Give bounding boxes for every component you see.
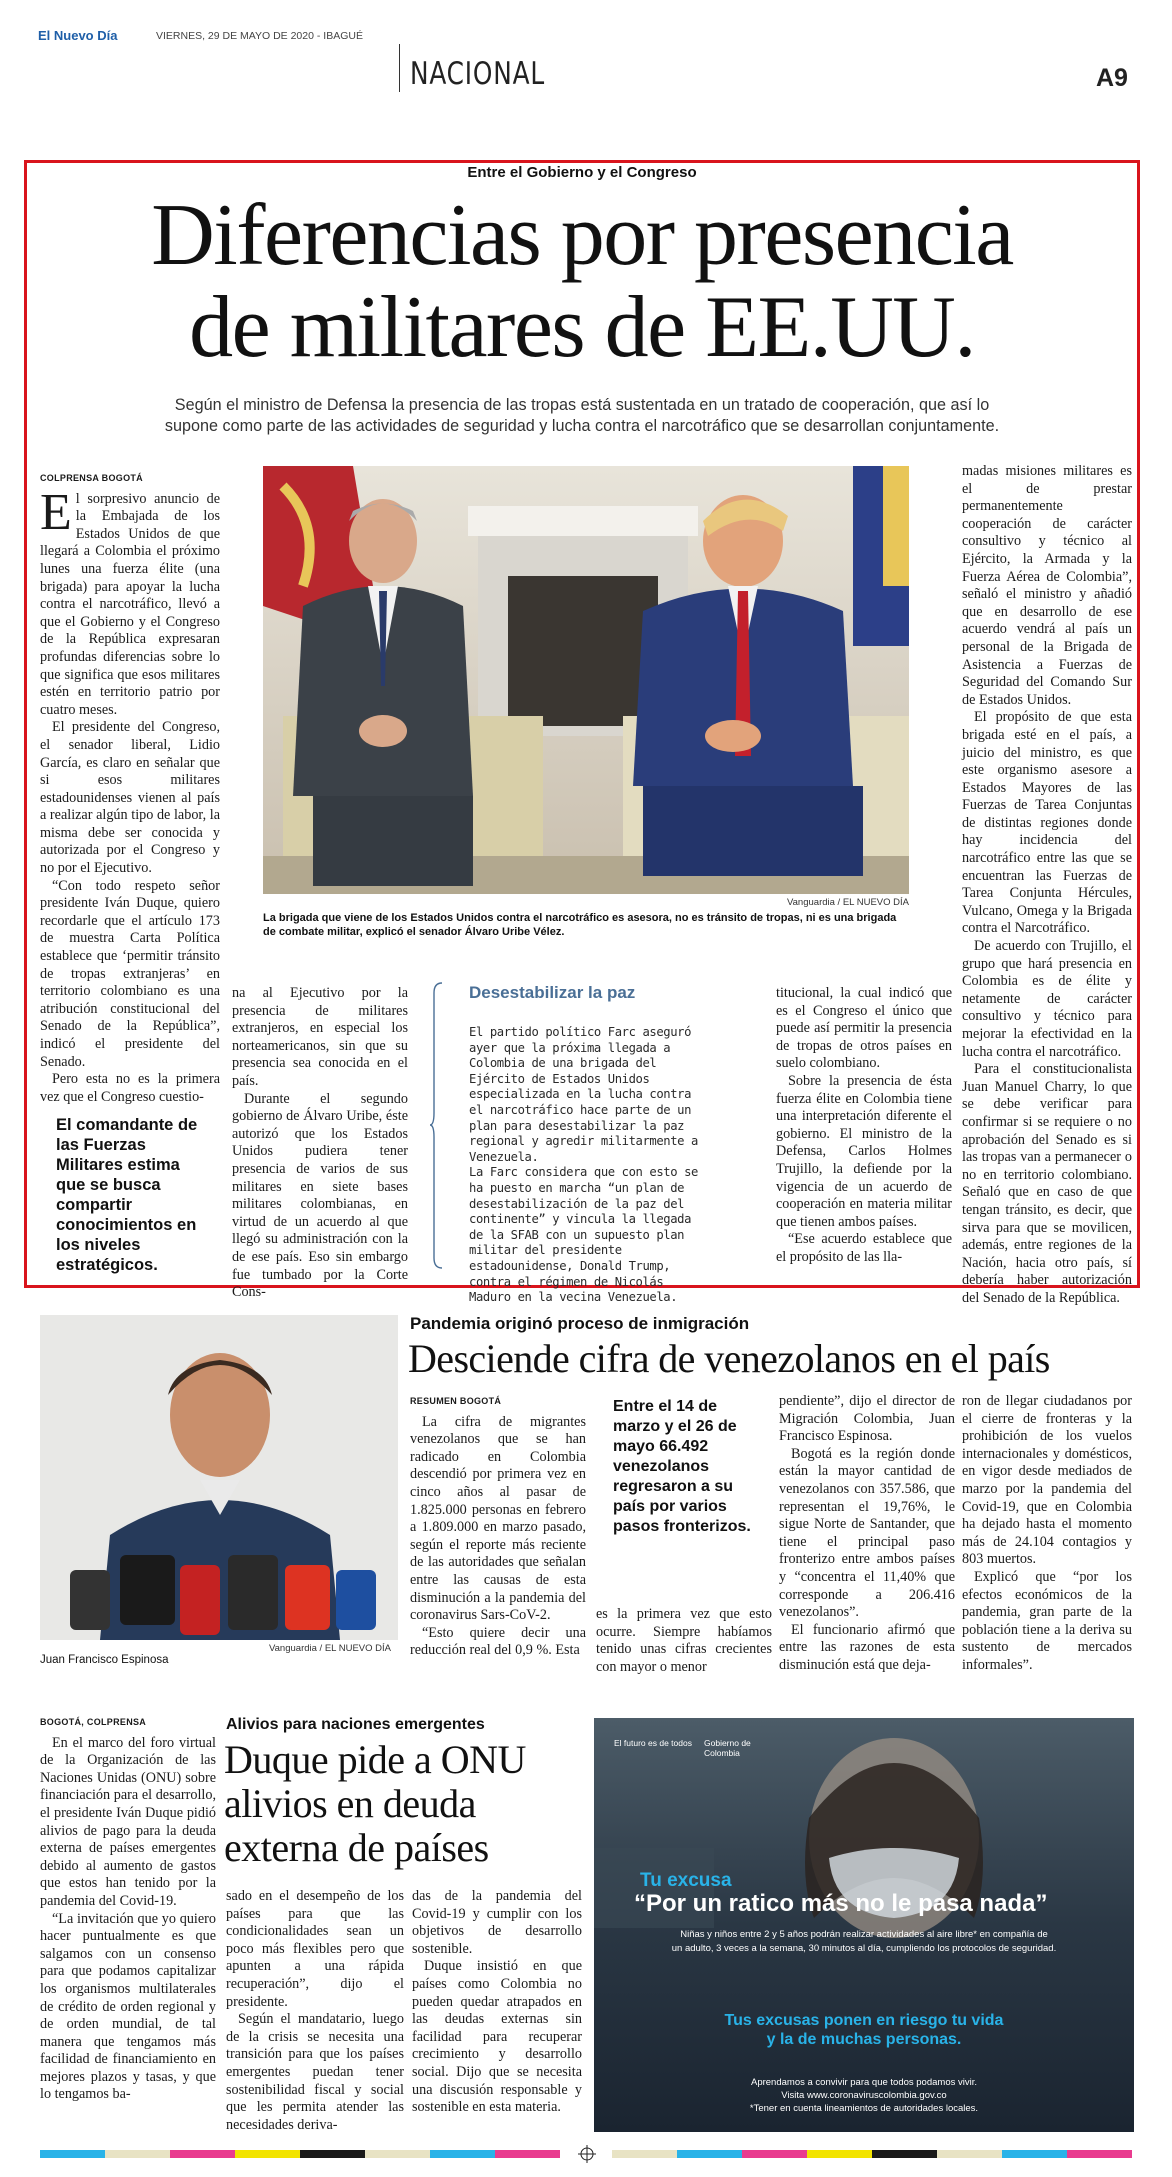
color-bar-right xyxy=(612,2150,1132,2158)
ad-footer: Aprendamos a convivir para que todos podamos vivir. Visita www.coronaviruscolombia.gov.co *Tener en cuenta lineamientos de autoridades locales. xyxy=(749,2077,979,2114)
article2-byline: RESUMEN BOGOTÁ xyxy=(410,1396,502,1406)
espinosa-photo-credit: Vanguardia / EL NUEVO DÍA xyxy=(269,1643,391,1654)
article3-byline: BOGOTÁ, COLPRENSA xyxy=(40,1717,147,1727)
color-bar-left xyxy=(40,2150,560,2158)
gov-logo-2: Gobierno de Colombia xyxy=(704,1738,751,1758)
article2-col3: pendiente”, dijo el director de Migración Colombia, Juan Francisco Espinosa. Bogotá es la región donde están la mayor cantidad de venezolanos con 357.586, que representan el 19,76%, le sigue Norte de Santander, que tiene el principal paso fronterizo entre ambos países y “concentra el 11,40% que corresponde a 206.416 venezolanos”. El funcionario afirmó que entre las razones de esta disminución está que deja- xyxy=(779,1393,955,1673)
espinosa-photo-art xyxy=(40,1315,398,1640)
duque-trump-photo xyxy=(263,466,909,894)
article3-col2: sado en el desempeño de los países para que las condicionalidades sean un poco más flexibles pero que apunten a una rápida recuperación”, dijo el presidente. Según el mandatario, luego de la crisis se necesita una transición para que los países emergentes puedan tener sostenibilidad fiscal y social que les permita atender las necesidades deriva- xyxy=(226,1888,404,2133)
espinosa-photo xyxy=(40,1315,398,1640)
photo-caption: La brigada que viene de los Estados Unidos contra el narcotráfico es asesora, no es tránsito de tropas, ni es una brigada de combate militar, explicó el senador Álvaro Uribe Vélez. xyxy=(263,912,897,938)
byline: COLPRENSA BOGOTÁ xyxy=(40,473,143,483)
article3-headline: Duque pide a ONU alivios en deuda externa de países xyxy=(224,1737,526,1870)
article2-col4: ron de llegar ciudadanos por el cierre de fronteras y la prohibición de los vuelos internacionales y domésticos, en vigor desde mediados de marzo por la pandemia del Covid-19, que en Colombia ha dejado hasta el momento más de 24.104 contagios y 803 muertos. Explicó que “por los efectos económicos de la pandemia, gran parte de la población tiene a la deriva su sustento de mercados informales”. xyxy=(962,1393,1132,1673)
dropcap: E xyxy=(40,483,72,541)
ad-quote: “Por un ratico más no le pasa nada” xyxy=(634,1890,1048,1917)
article2-headline: Desciende cifra de venezolanos en el país xyxy=(408,1336,1050,1381)
article1-deck: Según el ministro de Defensa la presencia de las tropas está sustentada en un tratado de cooperación, que así lo supone como parte de las actividades de seguridad y lucha contra el narcotráfico que se desarrollan conjuntamente. xyxy=(164,396,1000,435)
espinosa-photo-caption: Juan Francisco Espinosa xyxy=(40,1654,169,1666)
article1-col2: na al Ejecutivo por la presencia de militares extranjeros, en especial los norteamericanos, sin que su presencia sea conocida en el país. Durante el segundo gobierno de Álvaro Uribe, éste autorizó que los Estados Unidos pudiera tener presencia de varios de sus militares en siete bases militares colombianas, en virtud de un acuerdo al que llegó su administración con la de ese país. Eso sin embargo fue tumbado por la Corte Cons- xyxy=(232,985,408,1301)
main-photo xyxy=(263,466,909,894)
article1-headline xyxy=(24,187,1140,376)
gov-logo: El futuro es de todos xyxy=(614,1738,692,1748)
sidebar-body: El partido político Farc aseguró ayer que la próxima llegada a Colombia de una brigada del Ejército de Estados Unidos especializada en la lucha contra el narcotráfico hace parte de un plan para desestabilizar la paz regional y agredir militarmente a Venezuela. La Farc considera que con esto se ha puesto en marcha “un plan de desestabilización de la paz del continente” y vincula la llegada de la SFAB con un supuesto plan militar del presidente estadounidense, Donald Trump, contra el régimen de Nicolás Maduro en la vecina Venezuela. xyxy=(469,1025,698,1305)
photo-credit: Vanguardia / EL NUEVO DÍA xyxy=(787,897,909,908)
ad-background xyxy=(594,1718,1134,2132)
article3-kicker: Alivios para naciones emergentes xyxy=(226,1716,485,1733)
article1-kicker: Entre el Gobierno y el Congreso xyxy=(467,164,697,181)
section-title: NACIONAL xyxy=(410,56,545,92)
article1-col4: madas misiones militares es el de prestar permanentemente cooperación de carácter consultivo y técnico al Ejército, la Armada y la Fuerza Aérea de Colombia”, señaló el ministro y añadió que en desarrollo de ese acuerdo vendrá al país un personal de la Brigada de Asistencia a Fuerzas de Seguridad del Comando Sur de Estados Unidos. El propósito de que esta brigada esté en el país, a juicio del ministro, es que este organismo asesore a Estados Mayores de las Fuerzas de Tarea Conjuntas de distintas regiones donde hay incidencia del narcotráfico entre las que se encuentran las Fuerzas de Tarea Conjunta Hércules, Vulcano, Omega y la Brigada contra el Narcotráfico. De acuerdo con Trujillo, el grupo que hará presencia en Colombia es de élite y netamente de carácter consultivo y técnico para mejorar la efectividad en la lucha contra el narcotráfico. Para el constitucionalista Juan Manuel Charry, lo que se debe verificar para confirmar si se requiere o no aprobación del Senado es si las tropas van a permanecer o no en territorio colombiano. Señaló que en caso de que tengan tránsito, es decir, que sirva para que se movilicen, además, entre regiones de la Nación, hacia otro país, sí debería haber autorización del Senado de la República. xyxy=(962,463,1132,1306)
article2-kicker: Pandemia originó proceso de inmigración xyxy=(410,1314,750,1333)
article1-pullquote: El comandante de las Fuerzas Militares estima que se busca compartir conocimientos en los niveles estratégicos. xyxy=(56,1116,198,1274)
section-divider xyxy=(399,44,400,92)
headline-line-1: Diferencias por presencia xyxy=(151,187,1013,284)
logo: El Nuevo Día xyxy=(38,28,118,43)
sidebar-bracket xyxy=(430,983,444,1268)
article1-col1: COLPRENSA BOGOTÁ El sorpresivo anuncio de la Embajada de los Estados Unidos de que llegará a Colombia el próximo lunes una fuerza élite (una brigada) para apoyar la lucha contra el narcotráfico, llevó a que el Gobierno y el Congreso de la República expresaran profundas diferencias sobre lo que significa que esos militares estén en territorio patrio por cuatro meses. El presidente del Congreso, el senador liberal, Lidio García, es claro en señalar que si esos militares estadounidenses vienen al país a realizar algún tipo de labor, la misma debe ser conocida y autorizada por el Congreso y no por el Ejecutivo. “Con todo respeto señor presidente Iván Duque, quiero recordarle que el artículo 173 de muestra Carta Política establece que ‘permitir tránsito de tropas extranjeras’ en territorio colombiano es una atribución constitucional del Senado de la República”, indicó el presidente del Senado. Pero esta no es la primera vez que el Congreso cuestio- xyxy=(40,470,220,1112)
ad-small-text: Niñas y niños entre 2 y 5 años podrán realizar actividades al aire libre* en compañía de un adulto, 3 veces a la semana, 30 minutos al día, cumpliendo los protocolos de seguridad. xyxy=(671,1929,1057,1954)
registration-mark xyxy=(578,2145,596,2163)
bracket-icon xyxy=(430,983,444,1268)
registration-icon xyxy=(578,2145,596,2163)
page-number: A9 xyxy=(1096,64,1128,92)
headline-line-2: de militares de EE.UU. xyxy=(189,279,975,376)
sidebar-title: Desestabilizar la paz xyxy=(469,983,636,1002)
dateline: VIERNES, 29 DE MAYO DE 2020 - IBAGUÉ xyxy=(156,30,363,42)
article2-col1: RESUMEN BOGOTÁ La cifra de migrantes venezolanos que se han radicado en Colombia descendió por primera vez en cinco años al pasar de 1.825.000 personas en febrero a 1.809.000 en marzo pasado, según el reporte más reciente de las autoridades que señalan entre las causas de esta disminución a la pandemia del coronavirus Sars-CoV-2. “Esto quiere decir una reducción real del 0,9 %. Esta xyxy=(410,1393,586,1673)
article2-col2: es la primera vez que esto ocurre. Siempre habíamos tenido unas cifras crecientes con mayor o menor xyxy=(596,1606,772,1675)
ad-risk-text: Tus excusas ponen en riesgo tu vida y la de muchas personas. xyxy=(724,2012,1004,2048)
article2-pullquote: Entre el 14 de marzo y el 26 de mayo 66.492 venezolanos regresaron a su país por varios pasos fronterizos. xyxy=(613,1398,751,1535)
masthead xyxy=(38,26,1138,106)
ad-tag: Tu excusa xyxy=(640,1870,732,1891)
article3-col3: das de la pandemia del Covid-19 y cumplir con los objetivos de desarrollo sostenible. Duque insistió en que países como Colombia no pueden quedar atrapados en las deudas externas sin facilidad para recuperar crecimiento y desarrollo social. Dijo que se necesita una discusión responsable y sostenible en esta materia. xyxy=(412,1888,582,2116)
article3-col1: BOGOTÁ, COLPRENSA En el marco del foro virtual de la Organización de las Naciones Unidas (ONU) sobre financiación para el desarrollo, el presidente Iván Duque pidió alivios de pago para la deuda externa de países emergentes debido al aumento de gastos que estos han tenido por la pandemia del Covid-19. “La invitación que yo quiero hacer puntualmente es que salgamos con un consenso para que podamos capitalizar los organismos multilaterales de crédito de orden regional y de orden mundial, de tal manera que tengamos más facilidad de financiamiento en mejores plazos y tasas, y que lo tengamos ba- xyxy=(40,1714,216,2134)
article1-col3: titucional, la cual indicó que es el Congreso el único que puede así permitir la presencia de tropas de otros países en suelo colombiano. Sobre la presencia de ésta fuerza élite en Colombia tiene una interpretación diferente el gobierno. El ministro de la Defensa, Carlos Holmes Trujillo, la defiende por la vigencia de un acuerdo de cooperación en materia militar que tienen ambos países. “Ese acuerdo establece que el propósito de las lla- xyxy=(776,985,952,1265)
covid-ad[interactable] xyxy=(594,1718,1134,2132)
